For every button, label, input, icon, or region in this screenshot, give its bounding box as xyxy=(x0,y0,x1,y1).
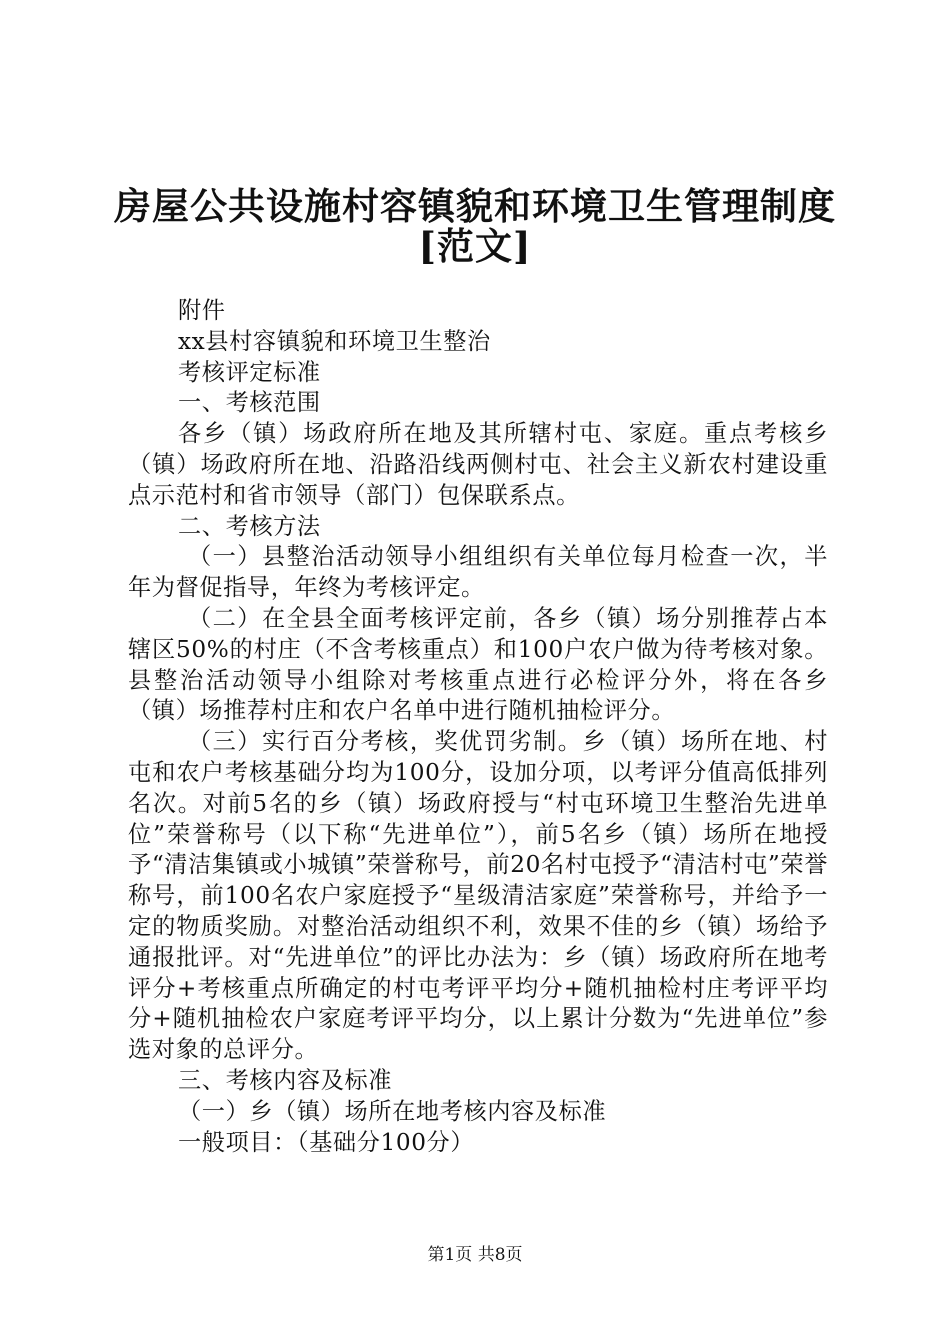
subsection-heading: （一）乡（镇）场所在地考核内容及标准 xyxy=(178,1097,607,1125)
paragraph-attachment: 附件 xyxy=(178,297,226,324)
paragraph-scope: 各乡（镇）场政府所在地及其所辖村屯、家庭。重点考核乡（镇）场政府所在地、沿路沿线两侧村屯、社会主义新农村建设重点示范村和省市领导（部门）包保联系点。 xyxy=(128,420,828,509)
paragraph-method-3: （三）实行百分考核，奖优罚劣制。乡（镇）场所在地、村屯和农户考核基础分均为100分，设加分项，以考评分值高低排列名次。对前5名的乡（镇）场政府授与“村屯环境卫生整治先进单位”荣誉称号（以下称“先进单位”），前5名乡（镇）场所在地授予“清洁集镇或小城镇”荣誉称号，前20名村屯授予“清洁村屯”荣誉称号，前100名农户家庭授予“星级清洁家庭”荣誉称号，并给予一定的物质奖励。对整治活动组织不利，效果不佳的乡（镇）场给予通报批评。对“先进单位”的评比办法为：乡（镇）场政府所在地考评分+考核重点所确定的村屯考评平均分+随机抽检村庄考评平均分+随机抽检农户家庭考评平均分，以上累计分数为“先进单位”参选对象的总评分。 xyxy=(128,728,828,1064)
document-title-suffix: [范文] xyxy=(418,224,532,268)
paragraph-general-items: 一般项目：（基础分100分） xyxy=(178,1128,475,1156)
document-title: 房屋公共设施村容镇貌和环境卫生管理制度 xyxy=(114,184,836,228)
section-heading-2: 二、考核方法 xyxy=(178,512,321,540)
section-heading-1: 一、考核范围 xyxy=(178,389,321,417)
paragraph-subtitle-1: xx县村容镇貌和环境卫生整治 xyxy=(178,327,491,355)
paragraph-method-1: （一）县整治活动领导小组组织有关单位每月检查一次，半年为督促指导，年终为考核评定。 xyxy=(128,543,828,602)
document-body xyxy=(128,296,828,1158)
page-footer: 第1页 共8页 xyxy=(427,1245,523,1265)
section-heading-3: 三、考核内容及标准 xyxy=(178,1066,393,1094)
paragraph-method-2: （二）在全县全面考核评定前，各乡（镇）场分别推荐占本辖区50%的村庄（不含考核重点）和100户农户做为待考核对象。县整治活动领导小组除对考核重点进行必检评分外，将在各乡（镇）场推荐村庄和农户名单中进行随机抽检评分。 xyxy=(128,604,828,725)
paragraph-subtitle-2: 考核评定标准 xyxy=(178,358,321,386)
